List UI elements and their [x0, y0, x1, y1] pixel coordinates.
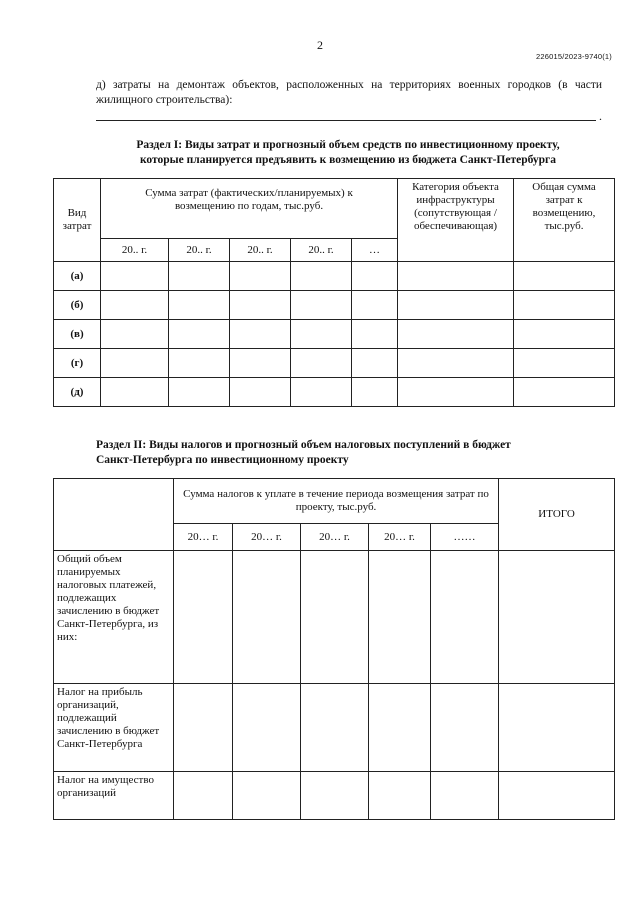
year-cell: 20… г. — [369, 524, 431, 551]
input-cell[interactable] — [369, 772, 431, 820]
input-cell[interactable] — [301, 772, 369, 820]
input-cell[interactable] — [431, 551, 499, 684]
year-cell: … — [352, 239, 398, 262]
intro-paragraph: д) затраты на демонтаж объектов, расположенных на территориях военных городков (в части жилищного строительства): — [96, 79, 602, 106]
input-cell[interactable] — [169, 378, 230, 407]
row-label: (г) — [54, 349, 101, 378]
input-cell[interactable] — [169, 291, 230, 320]
input-cell[interactable] — [174, 684, 233, 772]
table-header-row — [54, 479, 615, 524]
table-header-row — [54, 179, 615, 239]
table-row — [54, 349, 615, 378]
input-cell[interactable] — [291, 378, 352, 407]
section1-title-line1: Раздел I: Виды затрат и прогнозный объем средств по инвестиционному проекту, — [136, 139, 560, 151]
input-cell[interactable] — [169, 262, 230, 291]
cost-types-table — [53, 178, 615, 407]
header-empty — [54, 479, 174, 551]
page-number: 2 — [317, 38, 323, 52]
year-cell: 20.. г. — [101, 239, 169, 262]
header-total: ИТОГО — [499, 479, 615, 551]
input-cell[interactable] — [230, 291, 291, 320]
input-cell[interactable] — [233, 684, 301, 772]
input-cell[interactable] — [169, 349, 230, 378]
year-cell: 20.. г. — [169, 239, 230, 262]
input-cell[interactable] — [398, 262, 514, 291]
input-cell[interactable] — [352, 320, 398, 349]
document-id: 226015/2023-9740(1) — [536, 52, 612, 61]
fill-in-line — [96, 120, 596, 121]
input-cell[interactable] — [301, 551, 369, 684]
input-cell[interactable] — [352, 291, 398, 320]
input-cell[interactable] — [514, 378, 615, 407]
input-cell[interactable] — [369, 551, 431, 684]
section1-title-line2: которые планируется предъявить к возмещению из бюджета Санкт-Петербурга — [139, 154, 557, 166]
input-cell[interactable] — [174, 772, 233, 820]
input-cell[interactable] — [352, 262, 398, 291]
input-cell[interactable] — [499, 684, 615, 772]
row-label: Налог на имущество организаций — [54, 772, 174, 820]
input-cell[interactable] — [230, 320, 291, 349]
table-row — [54, 378, 615, 407]
section1-title — [88, 138, 608, 168]
row-label: (в) — [54, 320, 101, 349]
input-cell[interactable] — [431, 772, 499, 820]
year-cell: 20… г. — [301, 524, 369, 551]
input-cell[interactable] — [101, 378, 169, 407]
table-row — [54, 684, 615, 772]
input-cell[interactable] — [291, 320, 352, 349]
year-cell: 20.. г. — [230, 239, 291, 262]
header-infrastructure-category: Категория объекта инфраструктуры (сопутствующая /обеспечивающая) — [398, 179, 514, 262]
input-cell[interactable] — [369, 684, 431, 772]
table-row — [54, 291, 615, 320]
input-cell[interactable] — [499, 772, 615, 820]
year-cell: …… — [431, 524, 499, 551]
input-cell[interactable] — [431, 684, 499, 772]
input-cell[interactable] — [514, 320, 615, 349]
input-cell[interactable] — [514, 349, 615, 378]
header-cost-type: Вид затрат — [54, 179, 101, 262]
input-cell[interactable] — [233, 551, 301, 684]
input-cell[interactable] — [352, 349, 398, 378]
fill-in-line-end-mark: . — [599, 109, 602, 123]
input-cell[interactable] — [301, 684, 369, 772]
row-label: (а) — [54, 262, 101, 291]
input-cell[interactable] — [230, 262, 291, 291]
input-cell[interactable] — [514, 262, 615, 291]
table-row — [54, 320, 615, 349]
input-cell[interactable] — [398, 320, 514, 349]
input-cell[interactable] — [499, 551, 615, 684]
header-tax-sum: Сумма налогов к уплате в течение периода возмещения затрат по проекту, тыс.руб. — [174, 479, 499, 524]
row-label: Налог на прибыль организаций, подлежащий зачислению в бюджет Санкт-Петербурга — [54, 684, 174, 772]
section2-title-line1: Раздел II: Виды налогов и прогнозный объем налоговых поступлений в бюджет — [96, 439, 511, 451]
input-cell[interactable] — [514, 291, 615, 320]
year-cell: 20.. г. — [291, 239, 352, 262]
year-cell: 20… г. — [233, 524, 301, 551]
input-cell[interactable] — [291, 349, 352, 378]
tax-types-table — [53, 478, 615, 820]
input-cell[interactable] — [101, 349, 169, 378]
input-cell[interactable] — [398, 349, 514, 378]
input-cell[interactable] — [352, 378, 398, 407]
year-cell: 20… г. — [174, 524, 233, 551]
input-cell[interactable] — [169, 320, 230, 349]
row-label: (б) — [54, 291, 101, 320]
section2-title-line2: Санкт-Петербурга по инвестиционному проекту — [96, 454, 349, 466]
input-cell[interactable] — [230, 349, 291, 378]
input-cell[interactable] — [291, 291, 352, 320]
input-cell[interactable] — [398, 291, 514, 320]
section2-title — [96, 438, 556, 468]
header-total-sum: Общая сумма затрат к возмещению, тыс.руб. — [514, 179, 615, 262]
table-row — [54, 262, 615, 291]
input-cell[interactable] — [398, 378, 514, 407]
row-label: (д) — [54, 378, 101, 407]
input-cell[interactable] — [101, 262, 169, 291]
table-row — [54, 772, 615, 820]
row-label: Общий объем планируемых налоговых платежей, подлежащих зачислению в бюджет Санкт-Петербурга, из них: — [54, 551, 174, 684]
header-cost-sum: Сумма затрат (фактических/планируемых) к возмещению по годам, тыс.руб. — [101, 179, 398, 239]
table-row — [54, 551, 615, 684]
input-cell[interactable] — [174, 551, 233, 684]
input-cell[interactable] — [101, 320, 169, 349]
input-cell[interactable] — [101, 291, 169, 320]
input-cell[interactable] — [233, 772, 301, 820]
input-cell[interactable] — [230, 378, 291, 407]
input-cell[interactable] — [291, 262, 352, 291]
